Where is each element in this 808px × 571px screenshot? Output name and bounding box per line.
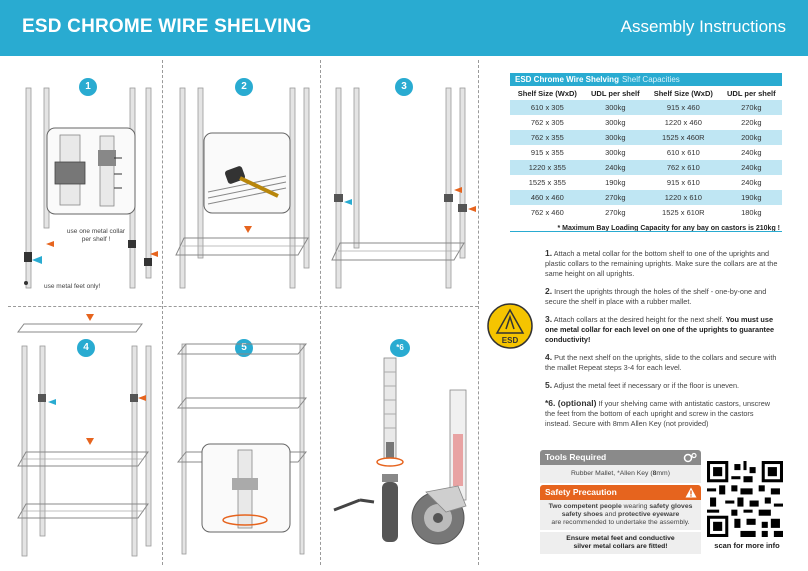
step-1 xyxy=(545,248,780,279)
panel-5-illustration xyxy=(168,330,318,565)
page-subtitle: Assembly Instructions xyxy=(620,17,786,36)
column-header: UDL per shelf xyxy=(591,88,640,98)
table-row xyxy=(510,145,782,160)
table-cell: 200kg xyxy=(721,130,782,145)
table-cell: 460 x 460 xyxy=(510,190,585,205)
panel-1-note-collar xyxy=(56,228,136,244)
capacity-subtitle-text: Shelf Capacities xyxy=(621,75,680,84)
table-cell: 180kg xyxy=(741,208,762,217)
tools-text-part: 8 xyxy=(652,470,657,477)
table-cell: 1525 x 355 xyxy=(528,178,566,187)
table-cell: 240kg xyxy=(741,148,762,157)
step-badge-6: *6 xyxy=(390,339,410,357)
safety-text xyxy=(540,500,701,530)
safety-line xyxy=(542,511,699,519)
safety-reminder xyxy=(540,532,701,554)
tools-header xyxy=(540,450,701,465)
table-cell: 762 x 355 xyxy=(510,130,585,145)
table-cell: 240kg xyxy=(585,160,646,175)
gear-icon xyxy=(683,452,697,463)
step-text: Attach collars at the desired height for the next shelf. xyxy=(553,315,724,324)
step-number: 1. xyxy=(545,248,553,258)
step-badge-4: 4 xyxy=(77,339,95,357)
table-row xyxy=(510,160,782,175)
panel-3-illustration xyxy=(326,80,476,300)
panel-6-illustration xyxy=(326,350,476,565)
step-badge-2: 2 xyxy=(235,78,253,96)
safety-text-part: Two competent people xyxy=(548,503,622,510)
tools-text xyxy=(540,465,701,483)
table-cell: 610 x 610 xyxy=(666,148,700,157)
note-line: per shelf ! xyxy=(81,236,111,243)
table-cell: 762 x 460 xyxy=(530,208,564,217)
safety-text-part: wearing xyxy=(621,503,650,510)
step-number: 5. xyxy=(545,380,553,390)
step-number: 2. xyxy=(545,286,553,296)
safety-text-part: protective eyeware xyxy=(618,511,680,518)
step-3 xyxy=(545,314,780,345)
step-badge-3: 3 xyxy=(395,78,413,96)
step-number: *6. (optional) xyxy=(545,398,597,408)
column-header: Shelf Size (WxD) xyxy=(653,88,713,98)
step-6 xyxy=(545,398,780,429)
panel-4-illustration xyxy=(10,310,160,565)
table-cell: 270kg xyxy=(605,208,626,217)
tools-and-safety xyxy=(540,450,701,554)
column-header: UDL per shelf xyxy=(727,88,776,98)
step-text: Adjust the metal feet if necessary or if the floor is uneven. xyxy=(553,381,740,390)
table-cell: 190kg xyxy=(605,178,626,187)
step-text: If your shelving came with antistatic castors, unscrew the feet from the bottom of each upright and screw in the castors instead. Secure with 8mm Allen Key (not provided) xyxy=(545,399,771,428)
qr-code-icon[interactable] xyxy=(707,461,783,537)
capacity-grid xyxy=(510,86,782,220)
table-cell: 300kg xyxy=(605,118,626,127)
table-row xyxy=(510,205,782,220)
safety-line xyxy=(542,503,699,511)
safety-title: Safety Precaution xyxy=(545,487,617,497)
safety-line: Ensure metal feet and conductive xyxy=(566,535,675,542)
panel-2-illustration xyxy=(168,80,318,300)
capacity-title-text: ESD Chrome Wire Shelving xyxy=(515,75,619,84)
step-5 xyxy=(545,380,780,391)
table-cell: 915 x 355 xyxy=(530,148,564,157)
table-cell: 1220 x 355 xyxy=(510,160,585,175)
table-cell: 300kg xyxy=(605,148,626,157)
table-cell: 240kg xyxy=(741,178,762,187)
table-cell: 220kg xyxy=(741,118,762,127)
step-4 xyxy=(545,352,780,373)
panel-1-note-feet: use metal feet only! xyxy=(44,283,101,290)
table-cell: 1525 x 610R xyxy=(662,208,705,217)
table-cell: 915 x 460 xyxy=(646,100,721,115)
table-cell: 1220 x 610 xyxy=(646,190,721,205)
warning-triangle-icon xyxy=(685,487,697,498)
table-row xyxy=(510,115,782,130)
instruction-steps xyxy=(545,248,780,436)
safety-line: silver metal collars are fitted! xyxy=(573,543,668,550)
table-cell: 300kg xyxy=(585,100,646,115)
panel-1-illustration xyxy=(10,80,160,300)
step-text: Attach a metal collar for the bottom shelf to one of the uprights and plastic collars to the remaining uprights. Make sure the collars are at the same height on all uprights. xyxy=(545,249,778,278)
capacity-table-title xyxy=(510,73,782,86)
esd-logo-text: ESD xyxy=(501,336,519,345)
safety-text-part: and xyxy=(602,511,619,518)
divider xyxy=(320,60,321,565)
qr-label: scan for more info xyxy=(714,541,780,550)
safety-line: are recommended to undertake the assembly. xyxy=(551,519,690,526)
divider xyxy=(478,60,479,565)
table-cell: 270kg xyxy=(585,190,646,205)
table-cell: 240kg xyxy=(721,160,782,175)
step-number: 4. xyxy=(545,352,553,362)
divider xyxy=(8,306,478,307)
table-cell: 300kg xyxy=(585,130,646,145)
tools-title: Tools Required xyxy=(545,452,607,462)
step-warning: You must use one metal collar for each level on one of the uprights to guarantee conductivity! xyxy=(545,315,775,344)
table-cell: 270kg xyxy=(721,100,782,115)
table-cell: 1220 x 460 xyxy=(664,118,702,127)
step-text: Put the next shelf on the uprights, slide to the collars and secure with the mallet Repeat steps 3-4 for each level. xyxy=(545,353,777,372)
table-cell: 1525 x 460R xyxy=(646,130,721,145)
column-header: Shelf Size (WxD) xyxy=(517,88,577,98)
step-badge-5: 5 xyxy=(235,339,253,357)
header-bar xyxy=(0,0,808,56)
page-title: ESD CHROME WIRE SHELVING xyxy=(22,16,312,37)
table-row xyxy=(510,190,782,205)
tools-text-part: mm) xyxy=(656,470,670,477)
divider xyxy=(162,60,163,565)
table-cell: 190kg xyxy=(721,190,782,205)
table-row xyxy=(510,100,782,115)
capacity-table xyxy=(510,73,782,232)
step-number: 3. xyxy=(545,314,553,324)
tools-text-part: Rubber Mallet, *Allen Key ( xyxy=(571,470,653,477)
safety-header xyxy=(540,485,701,500)
step-badge-1: 1 xyxy=(79,78,97,96)
table-cell: 915 x 610 xyxy=(666,178,700,187)
table-header-row xyxy=(510,86,782,100)
safety-text-part: safety shoes xyxy=(561,511,603,518)
capacity-note: * Maximum Bay Loading Capacity for any bay on castors is 210kg ! xyxy=(557,225,780,232)
table-cell: 762 x 610 xyxy=(646,160,721,175)
divider xyxy=(510,231,782,232)
step-2 xyxy=(545,286,780,307)
step-text: Insert the uprights through the holes of the shelf - one-by-one and secure the shelf in place with a rubber mallet. xyxy=(545,287,767,306)
table-row xyxy=(510,175,782,190)
table-row xyxy=(510,130,782,145)
table-cell: 610 x 305 xyxy=(510,100,585,115)
safety-text-part: safety gloves xyxy=(649,503,693,510)
esd-warning-logo-icon xyxy=(487,303,533,349)
table-cell: 762 x 305 xyxy=(530,118,564,127)
note-line: use one metal collar xyxy=(66,228,126,235)
